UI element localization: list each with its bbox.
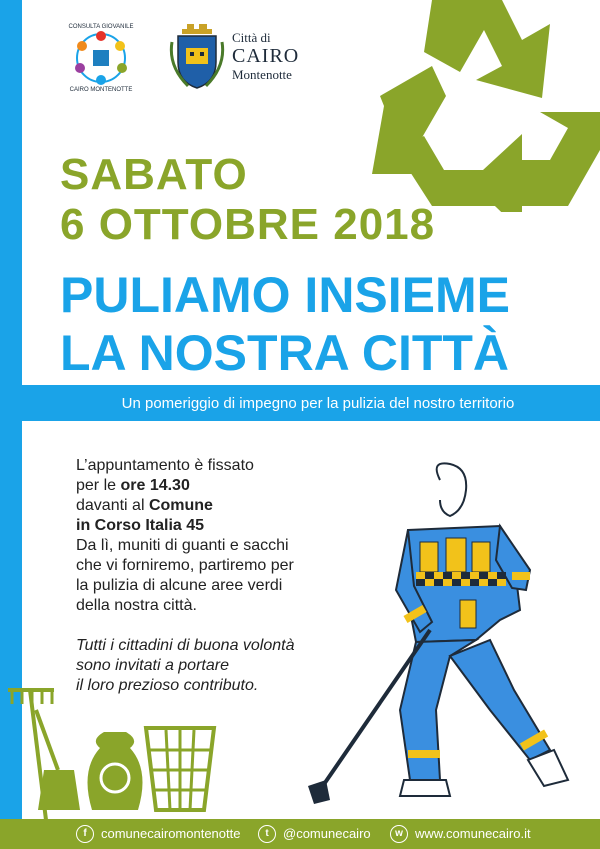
comune-coat-of-arms (168, 22, 226, 92)
body-line8: della nostra città. (76, 597, 197, 614)
footer (0, 819, 600, 849)
facebook-handle: comunecairomontenotte (101, 826, 241, 841)
website-link[interactable] (390, 819, 531, 849)
event-date: 6 OTTOBRE 2018 (60, 200, 436, 249)
comune-name (232, 30, 299, 82)
body-line2-pre: per le (76, 477, 121, 494)
meeting-place: Comune (148, 497, 213, 514)
invitation-line1: Tutti i cittadini di buona volontà (76, 637, 295, 654)
title-line1: PULIAMO INSIEME (60, 267, 511, 323)
consulta-text-bottom: CAIRO MONTENOTTE (69, 87, 133, 92)
twitter-link[interactable] (258, 819, 371, 849)
twitter-icon: t (258, 825, 276, 843)
body-line5: Da lì, muniti di guanti e sacchi (76, 537, 289, 554)
invitation-line3: il loro prezioso contributo. (76, 677, 259, 694)
invitation-line2: sono invitati a portare (76, 657, 229, 674)
comune-line3: Montenotte (232, 67, 292, 82)
twitter-handle: @comunecairo (283, 826, 371, 841)
worker-illustration (300, 460, 570, 810)
garbage-bag-icon (88, 732, 143, 810)
recycle-icon (372, 0, 600, 212)
facebook-link[interactable] (76, 819, 240, 849)
comune-line1: Città di (232, 30, 271, 45)
subtitle: Un pomeriggio di impegno per la pulizia del nostro territorio (121, 395, 515, 412)
website-url: www.comunecairo.it (415, 826, 531, 841)
comune-line2: CAIRO (232, 45, 300, 67)
title-line2: LA NOSTRA CITTÀ (60, 325, 510, 381)
cleaning-tools-illustration (0, 670, 230, 820)
event-day: SABATO (60, 150, 248, 199)
web-icon: w (390, 825, 408, 843)
subtitle-band (0, 385, 600, 421)
body-line6: che vi forniremo, partiremo per (76, 557, 294, 574)
body-line1: L’appuntamento è fissato (76, 457, 254, 474)
event-time: ore 14.30 (120, 477, 190, 494)
facebook-icon: f (76, 825, 94, 843)
broom-icon (36, 710, 80, 810)
body-line7: la pulizia di alcune aree verdi (76, 577, 283, 594)
consulta-giovanile-logo (60, 18, 142, 92)
body-line3-pre: davanti al (76, 497, 149, 514)
left-blue-stripe (0, 0, 22, 420)
meeting-address: in Corso Italia 45 (76, 517, 205, 534)
wastebasket-icon (146, 728, 214, 810)
consulta-text-top: CONSULTA GIOVANILE (68, 24, 134, 30)
